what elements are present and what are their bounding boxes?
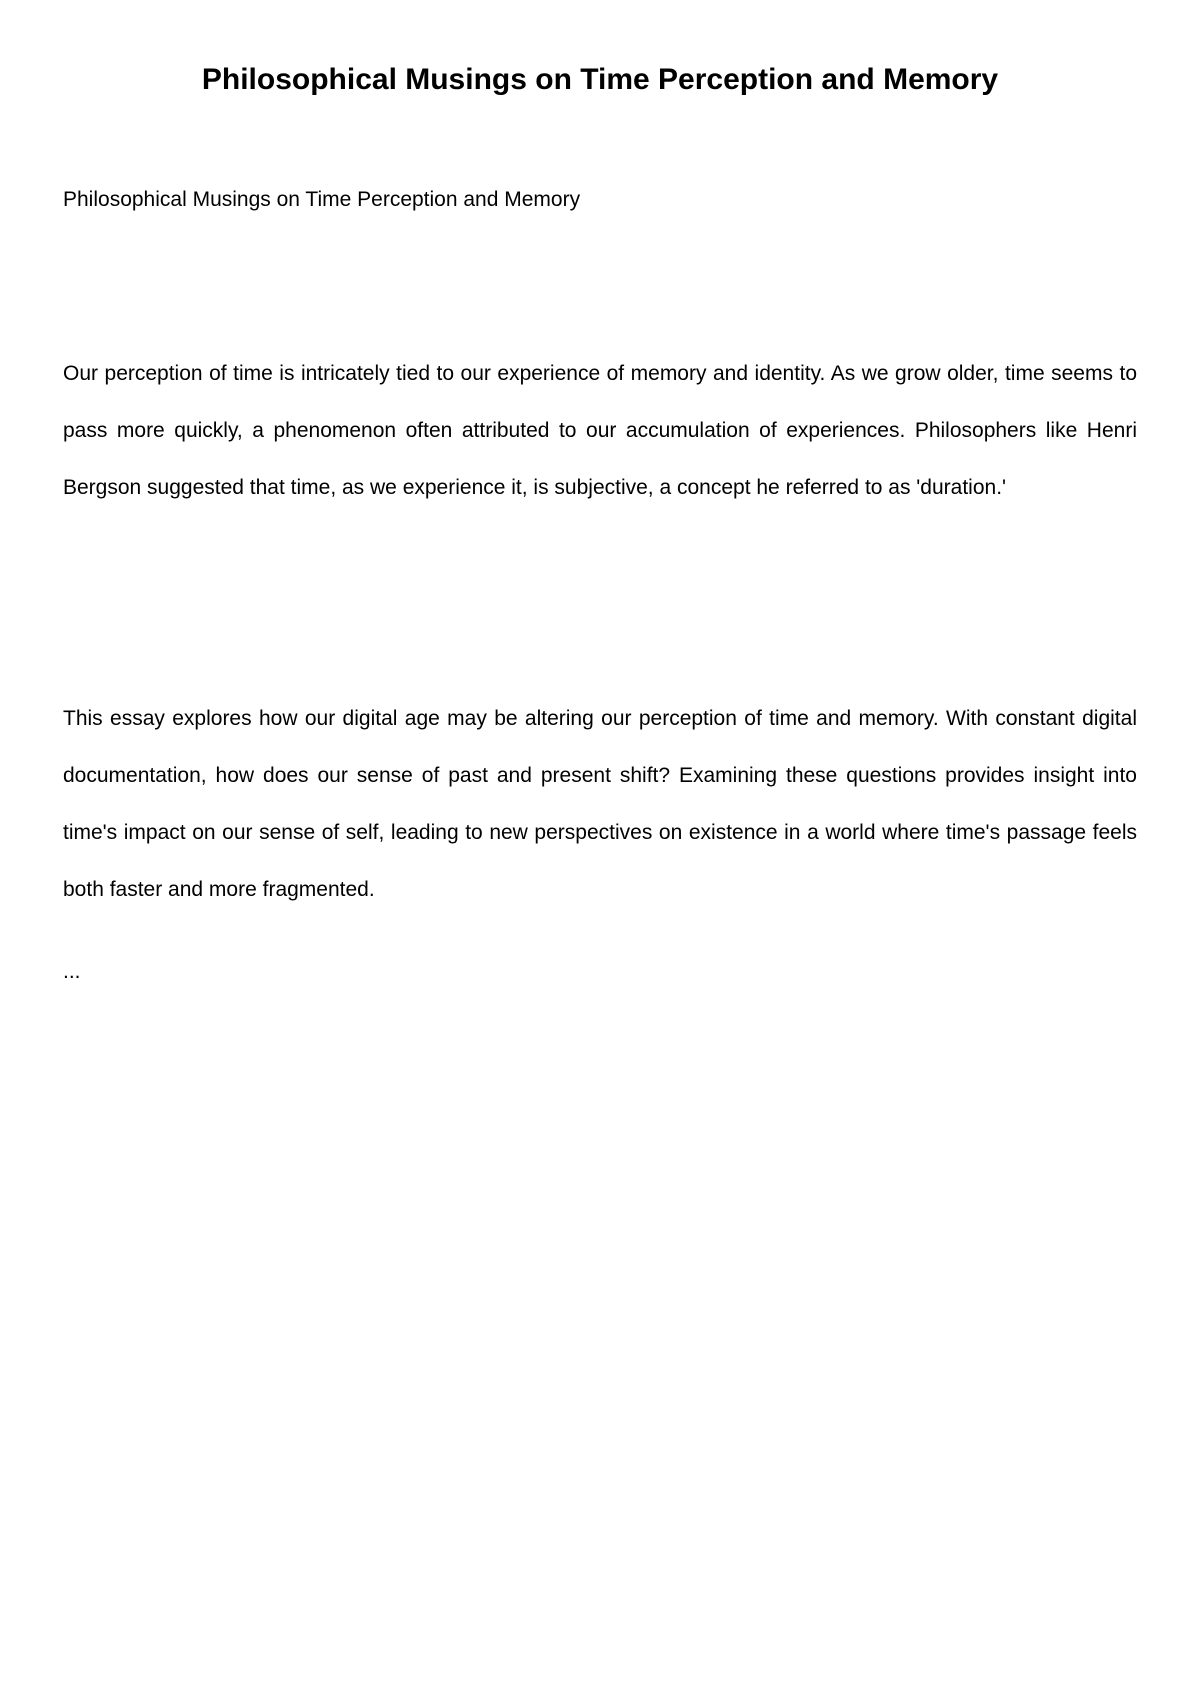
document-subtitle: Philosophical Musings on Time Perception and Memory: [63, 188, 581, 211]
continuation-ellipsis: ...: [63, 960, 81, 983]
document-title: Philosophical Musings on Time Perception and Memory: [201, 63, 999, 96]
paragraph-essay-scope: This essay explores how our digital age may be altering our perception of time and memory. With constant digital documentation, how does our sense of past and present shift? Examining these questions provides insight into time's impact on our sense of self, leading to new perspectives on existence in a world where time's passage feels both faster and more fragmented.: [63, 707, 1137, 901]
paragraph-intro: Our perception of time is intricately tied to our experience of memory and identity. As we grow older, time seems to pass more quickly, a phenomenon often attributed to our accumulation of experiences. Philosophers like Henri Bergson suggested that time, as we experience it, is subjective, a concept he referred to as 'duration.': [63, 362, 1137, 499]
